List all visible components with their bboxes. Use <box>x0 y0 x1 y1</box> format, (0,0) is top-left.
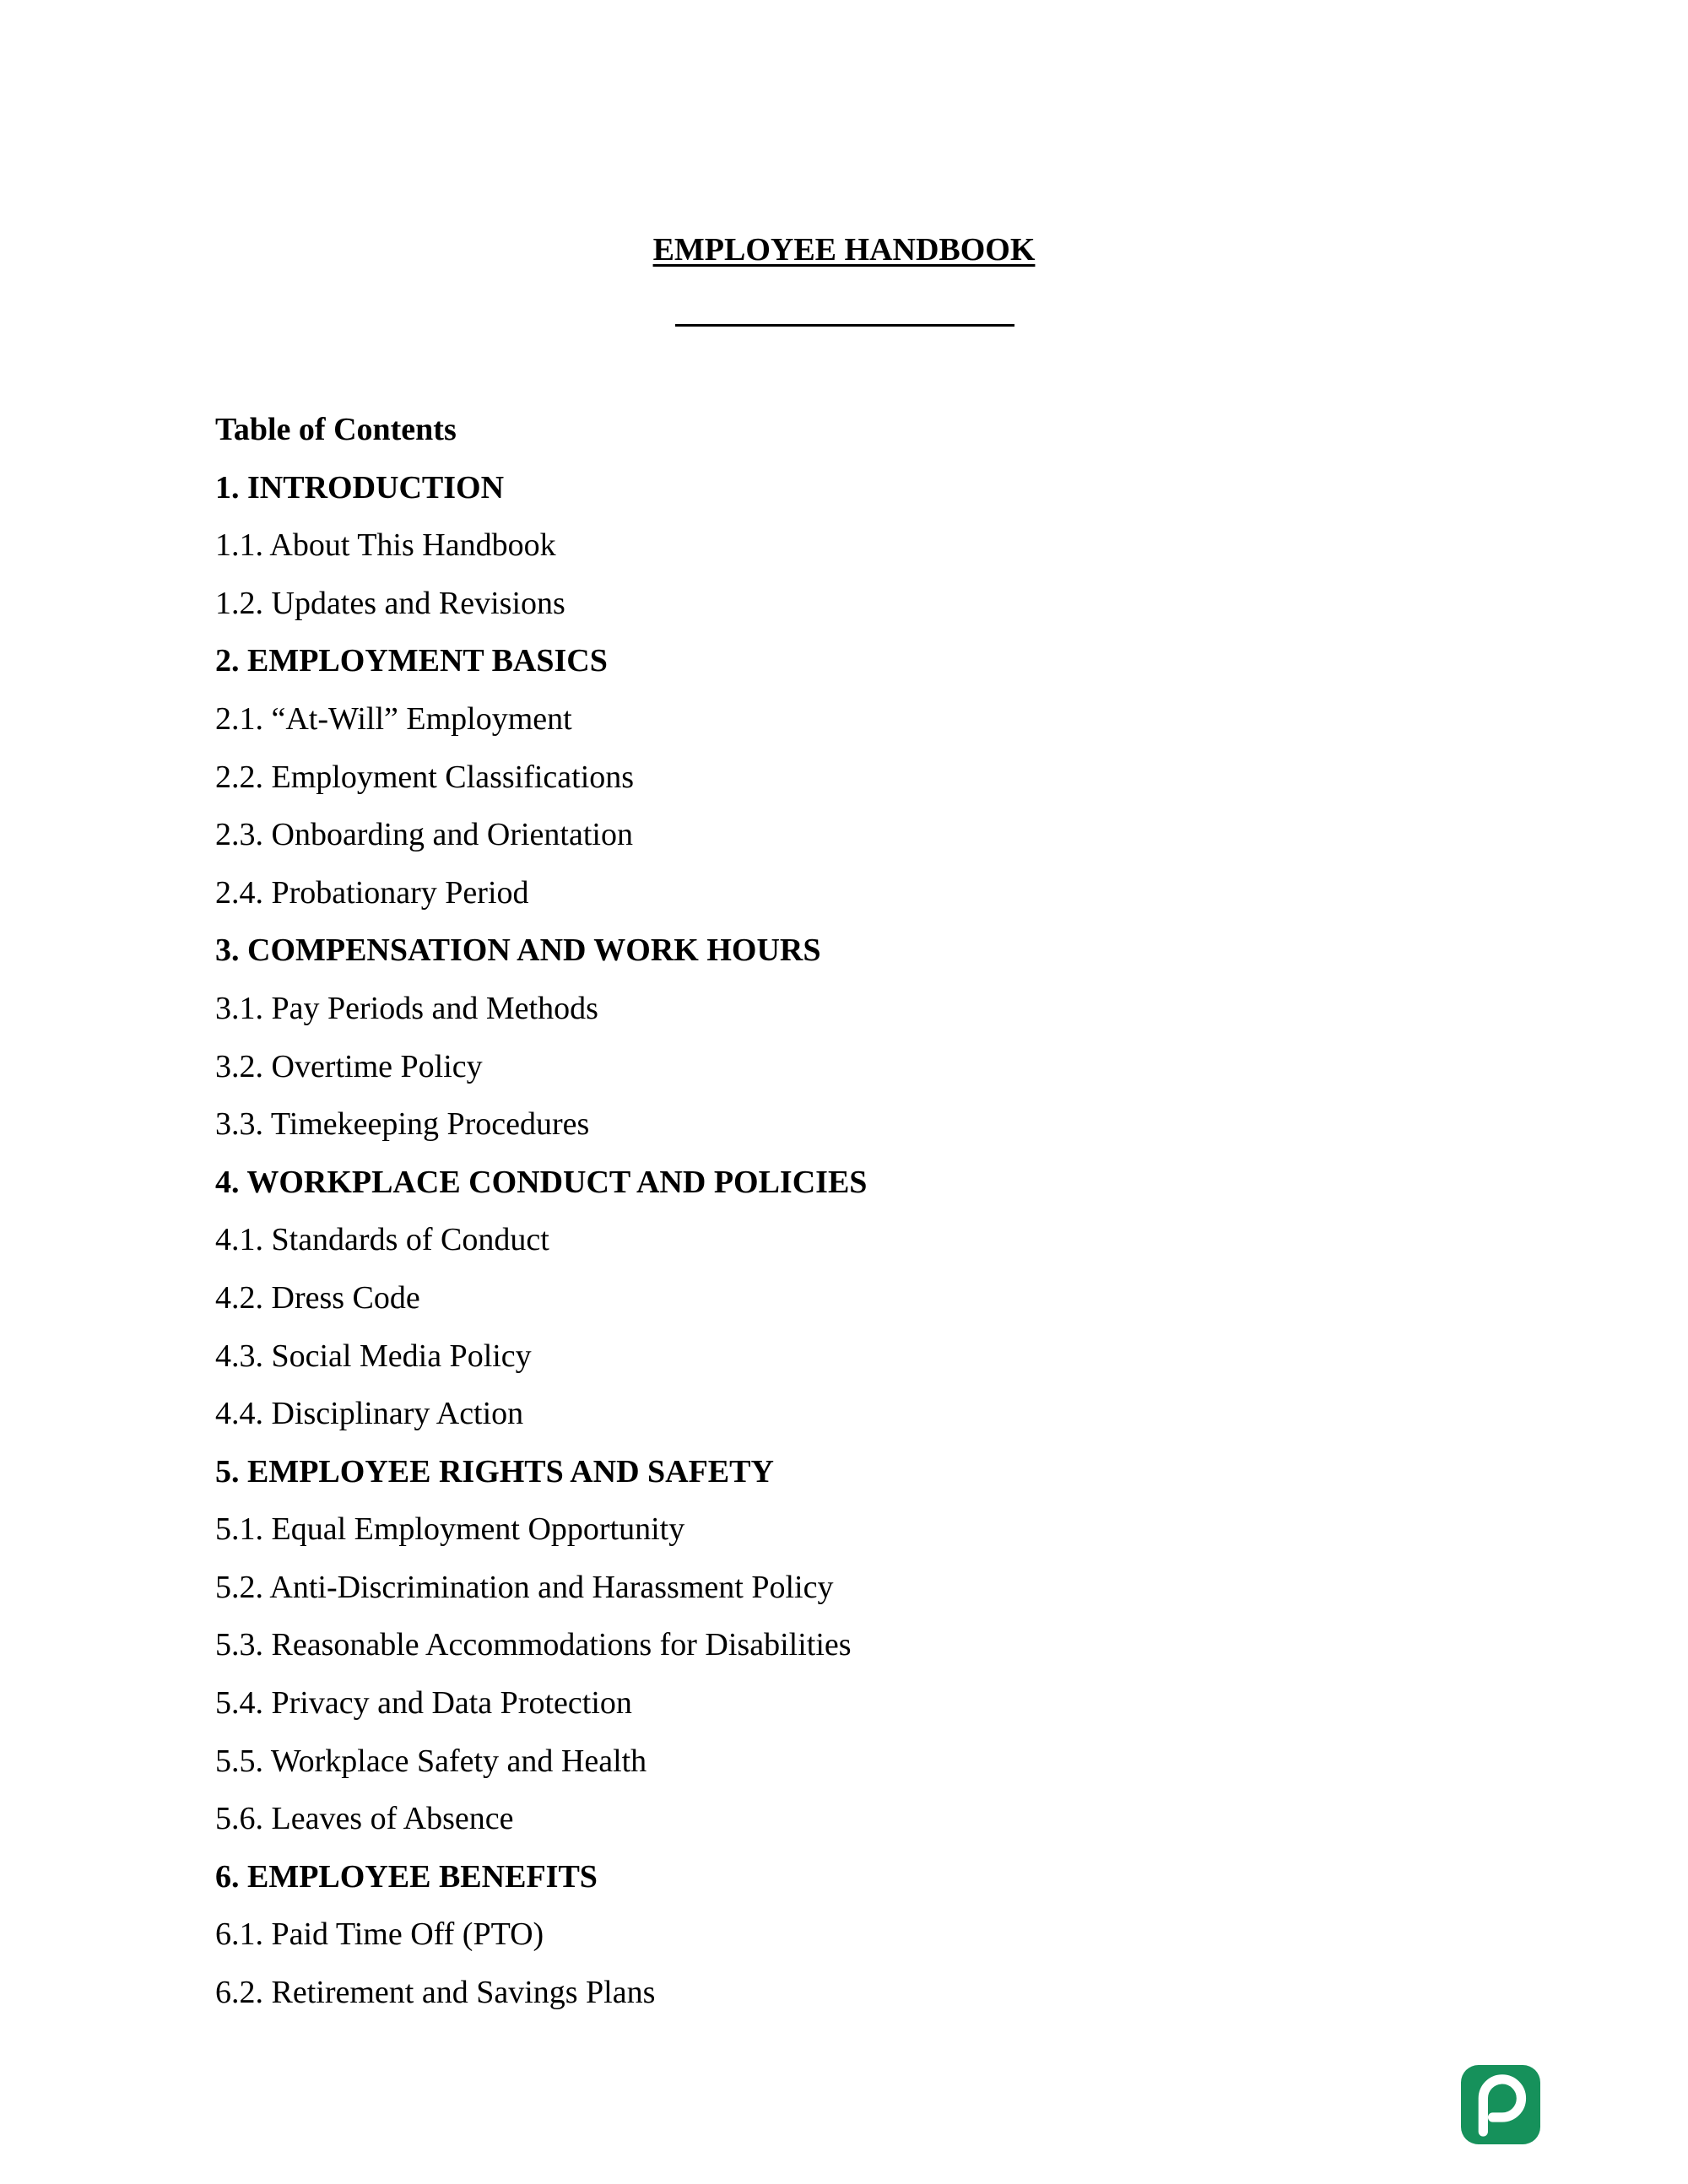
toc-entry: 5.4. Privacy and Data Protection <box>215 1685 632 1722</box>
toc-entry: 3.3. Timekeeping Procedures <box>215 1106 590 1143</box>
toc-entry: 5.1. Equal Employment Opportunity <box>215 1511 685 1548</box>
toc-entry: 5.3. Reasonable Accommodations for Disabilities <box>215 1627 852 1663</box>
toc-entry: 1.1. About This Handbook <box>215 527 556 564</box>
toc-entry: 2.2. Employment Classifications <box>215 759 635 795</box>
toc-heading: Table of Contents <box>215 412 457 447</box>
toc-entry: 6.2. Retirement and Savings Plans <box>215 1975 656 2011</box>
toc-entry: 3.1. Pay Periods and Methods <box>215 990 598 1026</box>
toc-section-heading: 4. WORKPLACE CONDUCT AND POLICIES <box>215 1164 868 1200</box>
toc-entry: 3.2. Overtime Policy <box>215 1048 483 1084</box>
table-of-contents <box>215 401 1481 2022</box>
toc-entry: 2.1. “At-Will” Employment <box>215 700 572 737</box>
toc-entry: 6.1. Paid Time Off (PTO) <box>215 1916 544 1953</box>
toc-list <box>215 459 1481 2022</box>
toc-entry: 4.1. Standards of Conduct <box>215 1222 549 1258</box>
toc-entry: 5.2. Anti-Discrimination and Harassment Policy <box>215 1569 834 1605</box>
toc-section-heading: 3. COMPENSATION AND WORK HOURS <box>215 933 821 969</box>
toc-section-heading: 5. EMPLOYEE RIGHTS AND SAFETY <box>215 1453 774 1489</box>
blank-fill-line <box>675 324 1014 327</box>
toc-entry: 5.6. Leaves of Absence <box>215 1801 514 1837</box>
toc-entry: 4.2. Dress Code <box>215 1279 420 1316</box>
p-brand-icon <box>1461 2065 1540 2144</box>
toc-section-heading: 6. EMPLOYEE BENEFITS <box>215 1858 598 1895</box>
toc-section-heading: 2. EMPLOYMENT BASICS <box>215 643 608 679</box>
toc-entry: 2.4. Probationary Period <box>215 874 529 911</box>
document-title: EMPLOYEE HANDBOOK <box>652 232 1036 268</box>
toc-entry: 2.3. Onboarding and Orientation <box>215 817 633 853</box>
toc-entry: 4.4. Disciplinary Action <box>215 1396 524 1432</box>
toc-entry: 4.3. Social Media Policy <box>215 1338 532 1374</box>
toc-entry: 5.5. Workplace Safety and Health <box>215 1743 647 1779</box>
toc-section-heading: 1. INTRODUCTION <box>215 469 505 505</box>
toc-entry: 1.2. Updates and Revisions <box>215 585 565 621</box>
